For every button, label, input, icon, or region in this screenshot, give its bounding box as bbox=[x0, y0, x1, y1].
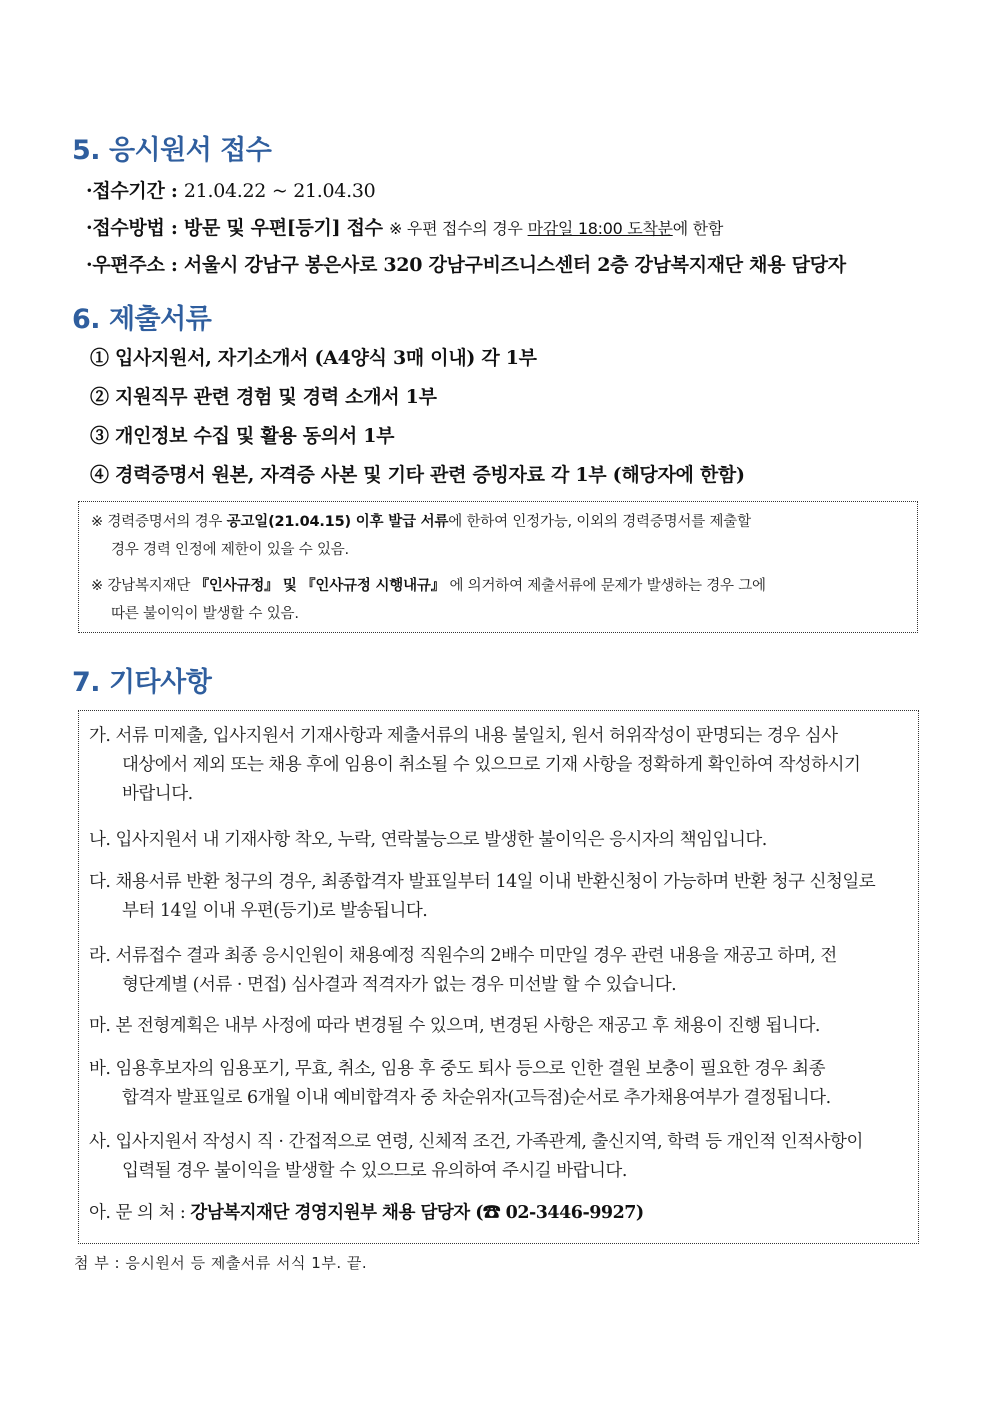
period-label: ·접수기간 : bbox=[86, 180, 178, 202]
method-label: ·접수방법 : bbox=[86, 217, 178, 239]
note2-bold-bylaws: 『인사규정 시행내규』 bbox=[301, 578, 446, 594]
document-item-2: ② 지원직무 관련 경험 및 경력 소개서 1부 bbox=[90, 386, 437, 408]
period-value: 21.04.22 ~ 21.04.30 bbox=[183, 180, 376, 202]
item-ra-line2: 형단계별 (서류 · 면접) 심사결과 적격자가 없는 경우 미선발 할 수 있습니다. bbox=[122, 975, 677, 995]
section-5-title: 5. 응시원서 접수 bbox=[72, 135, 272, 166]
item-ga-line1: 가. 서류 미제출, 입사지원서 기재사항과 제출서류의 내용 불일치, 원서 허위작성이 판명되는 경우 심사 bbox=[89, 726, 838, 746]
attachment-footer: 첨 부 : 응시원서 등 제출서류 서식 1부. 끝. bbox=[74, 1254, 368, 1272]
list-item bbox=[89, 868, 908, 926]
method-note-deadline: 마감일 18:00 도착분 bbox=[527, 219, 673, 238]
section-6-title: 6. 제출서류 bbox=[72, 304, 212, 335]
note-personnel-rules bbox=[91, 572, 907, 628]
section-7-title: 7. 기타사항 bbox=[72, 667, 212, 698]
item-da-line2: 부터 14일 이내 우편(등기)로 발송됩니다. bbox=[122, 901, 428, 921]
method-row bbox=[86, 213, 723, 240]
contact-row bbox=[89, 1199, 908, 1228]
document-item-1: ① 입사지원서, 자기소개서 (A4양식 3매 이내) 각 1부 bbox=[90, 347, 537, 369]
item-ba-line1: 바. 임용후보자의 임용포기, 무효, 취소, 임용 후 중도 퇴사 등으로 인한 결원 보충이 필요한 경우 최종 bbox=[89, 1059, 825, 1079]
list-item bbox=[89, 1055, 908, 1113]
list-item bbox=[89, 1012, 908, 1041]
note2-line2: 따른 불이익이 발생할 수 있음. bbox=[111, 606, 299, 622]
list-item bbox=[89, 942, 908, 1000]
contact-label: 아. 문 의 처 : bbox=[89, 1203, 186, 1223]
method-value: 방문 및 우편[등기] 접수 bbox=[183, 217, 383, 239]
note1-bold: 공고일(21.04.15) 이후 발급 서류 bbox=[226, 514, 449, 530]
note2-bold-rules: 『인사규정』 bbox=[194, 578, 279, 594]
note2-suffix: 에 의거하여 제출서류에 문제가 발생하는 경우 그에 bbox=[449, 578, 766, 594]
list-item bbox=[89, 1128, 908, 1186]
list-item bbox=[89, 722, 908, 809]
method-note-suffix: 에 한함 bbox=[672, 219, 723, 238]
document-item-3: ③ 개인정보 수집 및 활용 동의서 1부 bbox=[90, 425, 395, 447]
item-sa-line2: 입력될 경우 불이익을 발생할 수 있으므로 유의하여 주시길 바랍니다. bbox=[122, 1161, 627, 1181]
note1-line2: 경우 경력 인정에 제한이 있을 수 있음. bbox=[111, 542, 349, 558]
address-label: ·우편주소 : bbox=[86, 254, 178, 276]
item-ra-line1: 라. 서류접수 결과 최종 응시인원이 채용예정 직원수의 2배수 미만일 경우 관련 내용을 재공고 하며, 전 bbox=[89, 946, 837, 966]
list-item bbox=[89, 826, 908, 855]
period-row bbox=[86, 176, 375, 203]
note1-prefix: ※ 경력증명서의 경우 bbox=[91, 514, 223, 530]
note-career-certificate bbox=[91, 508, 907, 564]
document-item-4: ④ 경력증명서 원본, 자격증 사본 및 기타 관련 증빙자료 각 1부 (해당자에 한함) bbox=[90, 464, 745, 486]
item-ba-line2: 합격자 발표일로 6개월 이내 예비합격자 중 차순위자(고득점)순서로 추가채용여부가 결정됩니다. bbox=[122, 1088, 831, 1108]
submission-notes-box bbox=[78, 501, 918, 633]
method-note-prefix: ※ 우편 접수의 경우 bbox=[389, 219, 523, 238]
item-ma-line1: 마. 본 전형계획은 내부 사정에 따라 변경될 수 있으며, 변경된 사항은 재공고 후 채용이 진행 됩니다. bbox=[89, 1016, 820, 1036]
contact-value: 강남복지재단 경영지원부 채용 담당자 (☎ 02-3446-9927) bbox=[190, 1203, 644, 1223]
other-matters-box bbox=[78, 710, 919, 1244]
item-ga-line2: 대상에서 제외 또는 채용 후에 임용이 취소될 수 있으므로 기재 사항을 정확하게 확인하여 작성하시기 bbox=[122, 755, 861, 775]
note2-prefix: ※ 강남복지재단 bbox=[91, 578, 191, 594]
item-ga-line3: 바랍니다. bbox=[122, 784, 193, 804]
address-value: 서울시 강남구 봉은사로 320 강남구비즈니스센터 2층 강남복지재단 채용 담당자 bbox=[183, 254, 846, 276]
note2-mid: 및 bbox=[282, 578, 297, 594]
item-na-line1: 나. 입사지원서 내 기재사항 착오, 누락, 연락불능으로 발생한 불이익은 응시자의 책임입니다. bbox=[89, 830, 767, 850]
item-da-line1: 다. 채용서류 반환 청구의 경우, 최종합격자 발표일부터 14일 이내 반환신청이 가능하며 반환 청구 신청일로 bbox=[89, 872, 876, 892]
item-sa-line1: 사. 입사지원서 작성시 직 · 간접적으로 연령, 신체적 조건, 가족관계, 출신지역, 학력 등 개인적 인적사항이 bbox=[89, 1132, 863, 1152]
note1-suffix: 에 한하여 인정가능, 이외의 경력증명서를 제출할 bbox=[448, 514, 751, 530]
address-row bbox=[86, 250, 846, 277]
